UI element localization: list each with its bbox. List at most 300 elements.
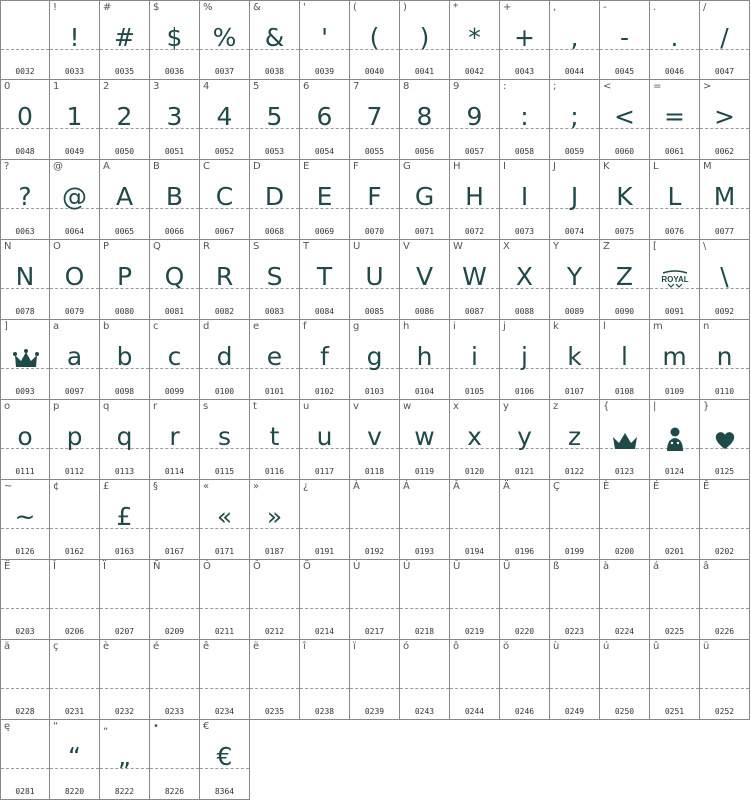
glyph-cell <box>700 400 750 480</box>
glyph-sample <box>650 576 699 618</box>
glyph-cell <box>700 560 750 640</box>
glyph-code: 0050 <box>114 147 135 156</box>
glyph-cell <box>600 0 650 80</box>
glyph-label: J <box>553 161 556 172</box>
glyph-sample: C <box>215 182 234 211</box>
glyph-label: 9 <box>453 81 460 92</box>
glyph-label: 4 <box>203 81 210 92</box>
glyph-code: 0228 <box>15 707 35 716</box>
glyph-code: 0199 <box>564 547 585 556</box>
glyph-sample: p <box>66 422 83 451</box>
glyph-sample <box>250 576 299 618</box>
glyph-sample: U <box>365 262 384 291</box>
glyph-cell <box>550 640 600 720</box>
glyph-cell <box>0 640 50 720</box>
glyph-cell <box>500 320 550 400</box>
glyph-label: : <box>503 81 507 92</box>
glyph-label: “ <box>53 721 59 732</box>
glyph-cell <box>700 240 750 320</box>
glyph-code: 0212 <box>264 627 285 636</box>
glyph-cell <box>250 160 300 240</box>
glyph-sample: l <box>621 342 628 371</box>
glyph-sample: h <box>416 342 433 371</box>
glyph-sample: . <box>670 23 679 52</box>
glyph-sample <box>550 576 599 618</box>
glyph-label: 8 <box>403 81 410 92</box>
glyph-code: 0202 <box>714 547 735 556</box>
glyph-label: / <box>703 2 707 13</box>
glyph-code: 0046 <box>664 67 685 76</box>
glyph-sample: M <box>713 182 736 211</box>
glyph-cell <box>0 480 50 560</box>
glyph-code: 0053 <box>264 147 285 156</box>
glyph-cell <box>0 160 50 240</box>
glyph-cell <box>650 80 700 160</box>
glyph-code: 0079 <box>64 307 85 316</box>
glyph-label: u <box>303 401 310 412</box>
glyph-cell <box>100 160 150 240</box>
glyph-code: 0239 <box>364 707 385 716</box>
glyph-cell <box>300 480 350 560</box>
glyph-code: 0101 <box>264 387 285 396</box>
glyph-code: 0105 <box>464 387 485 396</box>
glyph-code: 0116 <box>264 467 285 476</box>
glyph-label: ! <box>53 2 58 13</box>
glyph-code: 0203 <box>15 627 35 636</box>
glyph-code: 0045 <box>614 67 635 76</box>
glyph-cell <box>650 160 700 240</box>
glyph-cell <box>500 400 550 480</box>
glyph-code: 0081 <box>164 307 185 316</box>
glyph-code: 0124 <box>664 467 685 476</box>
glyph-code: 0085 <box>364 307 385 316</box>
glyph-sample: F <box>367 182 382 211</box>
glyph-code: 8222 <box>114 787 135 796</box>
glyph-cell <box>350 240 400 320</box>
glyph-cell <box>0 240 50 320</box>
glyph-label: 3 <box>153 81 160 92</box>
glyph-sample: 3 <box>166 102 183 131</box>
glyph-label: û <box>653 641 660 652</box>
glyph-label: F <box>353 161 359 172</box>
glyph-cell <box>50 240 100 320</box>
glyph-sample: W <box>462 262 487 291</box>
glyph-cell <box>700 320 750 400</box>
glyph-sample: J <box>570 182 579 211</box>
glyph-cell <box>400 480 450 560</box>
glyph-code: 0118 <box>364 467 385 476</box>
glyph-sample <box>1 17 49 59</box>
glyph-cell <box>200 0 250 80</box>
glyph-code: 0111 <box>15 467 35 476</box>
glyph-sample <box>350 576 399 618</box>
glyph-sample <box>450 576 499 618</box>
glyph-label: 2 <box>103 81 110 92</box>
glyph-sample <box>300 576 349 618</box>
glyph-code: 0042 <box>464 67 485 76</box>
glyph-cell <box>450 560 500 640</box>
glyph-cell <box>150 0 200 80</box>
glyph-sample: D <box>264 182 285 211</box>
glyph-label: È <box>603 481 610 492</box>
glyph-label: W <box>453 241 463 252</box>
glyph-sample: ) <box>419 23 430 52</box>
glyph-cell <box>450 160 500 240</box>
glyph-code: 0052 <box>214 147 235 156</box>
glyph-sample: u <box>316 422 333 451</box>
glyph-code: 0090 <box>614 307 635 316</box>
glyph-cell <box>250 480 300 560</box>
glyph-label: d <box>203 321 210 332</box>
glyph-cell <box>450 400 500 480</box>
glyph-sample: : <box>520 102 529 131</box>
glyph-code: 0087 <box>464 307 485 316</box>
glyph-cell <box>400 80 450 160</box>
glyph-cell <box>50 80 100 160</box>
glyph-sample: m <box>662 342 687 371</box>
glyph-code: 0063 <box>15 227 35 236</box>
glyph-label: B <box>153 161 160 172</box>
glyph-cell <box>600 400 650 480</box>
glyph-sample <box>650 656 699 698</box>
glyph-sample: x <box>467 422 482 451</box>
glyph-sample: f <box>320 342 329 371</box>
glyph-label: r <box>153 401 158 412</box>
glyph-sample: ~ <box>14 502 36 531</box>
glyph-sample: A <box>115 182 134 211</box>
glyph-code: 0104 <box>414 387 435 396</box>
glyph-code: 0077 <box>714 227 735 236</box>
glyph-sample: g <box>366 342 383 371</box>
glyph-cell <box>100 560 150 640</box>
glyph-label: ; <box>553 81 557 92</box>
glyph-code: 0041 <box>414 67 435 76</box>
glyph-sample: $ <box>166 23 183 52</box>
glyph-cell <box>0 0 50 80</box>
glyph-label: 0 <box>4 81 11 92</box>
glyph-sample <box>300 496 349 538</box>
glyph-label: O <box>53 241 61 252</box>
glyph-cell <box>500 480 550 560</box>
glyph-sample: # <box>114 23 135 52</box>
glyph-label: ê <box>203 641 210 652</box>
glyph-code: 0106 <box>514 387 535 396</box>
glyph-code: 0088 <box>514 307 535 316</box>
glyph-cell <box>200 560 250 640</box>
glyph-code: 8364 <box>214 787 235 796</box>
glyph-sample <box>50 496 99 538</box>
glyph-sample: , <box>570 23 579 52</box>
glyph-cell <box>350 0 400 80</box>
glyph-label: Ê <box>703 481 710 492</box>
glyph-sample <box>1 736 49 778</box>
glyph-code: 0114 <box>164 467 185 476</box>
glyph-label: # <box>103 2 112 13</box>
glyph-code: 0033 <box>64 67 85 76</box>
glyph-cell <box>650 560 700 640</box>
glyph-code: 0064 <box>64 227 85 236</box>
glyph-cell <box>200 400 250 480</box>
glyph-label: ß <box>553 561 560 572</box>
glyph-code: 0191 <box>314 547 335 556</box>
glyph-code: 0108 <box>614 387 635 396</box>
glyph-sample: V <box>415 262 434 291</box>
glyph-label: Y <box>553 241 560 252</box>
glyph-cell <box>650 480 700 560</box>
glyph-sample: £ <box>116 502 133 531</box>
glyph-sample: 1 <box>66 102 83 131</box>
glyph-cell <box>150 480 200 560</box>
royal-banner-icon <box>660 267 690 289</box>
glyph-label: y <box>503 401 509 412</box>
glyph-sample <box>500 496 549 538</box>
glyph-label: s <box>203 401 209 412</box>
glyph-cell <box>500 640 550 720</box>
glyph-cell <box>600 240 650 320</box>
glyph-label: z <box>553 401 559 412</box>
glyph-sample <box>550 656 599 698</box>
glyph-label: Ó <box>203 561 211 572</box>
glyph-code: 0252 <box>714 707 735 716</box>
glyph-sample: ' <box>321 23 328 52</box>
glyph-cell <box>600 480 650 560</box>
glyph-sample <box>200 656 249 698</box>
glyph-label: Ä <box>503 481 510 492</box>
glyph-code: 0119 <box>414 467 435 476</box>
glyph-cell <box>400 0 450 80</box>
glyph-cell <box>0 400 50 480</box>
glyph-label: ¢ <box>53 481 60 492</box>
glyph-code: 0206 <box>64 627 85 636</box>
glyph-sample: 8 <box>416 102 433 131</box>
glyph-cell <box>300 400 350 480</box>
glyph-label: t <box>253 401 257 412</box>
glyph-label: ( <box>353 2 357 13</box>
glyph-label: G <box>403 161 411 172</box>
glyph-sample: b <box>116 342 133 371</box>
glyph-sample <box>400 576 449 618</box>
glyph-label: { <box>603 401 610 412</box>
glyph-code: 0056 <box>414 147 435 156</box>
glyph-cell <box>350 560 400 640</box>
glyph-label: Ô <box>253 561 261 572</box>
glyph-cell <box>150 160 200 240</box>
glyph-label: 1 <box>53 81 60 92</box>
glyph-cell <box>250 0 300 80</box>
glyph-label: $ <box>153 2 160 13</box>
glyph-label: Î <box>53 561 56 572</box>
glyph-cell <box>400 320 450 400</box>
glyph-label: E <box>303 161 310 172</box>
glyph-code: 0066 <box>164 227 185 236</box>
glyph-sample: o <box>17 422 33 451</box>
glyph-label: C <box>203 161 210 172</box>
glyph-cell <box>550 400 600 480</box>
glyph-sample: X <box>515 262 534 291</box>
glyph-code: 0067 <box>214 227 235 236</box>
glyph-cell <box>200 720 250 800</box>
glyph-code: 0249 <box>564 707 585 716</box>
glyph-sample: B <box>165 182 184 211</box>
glyph-code: 0225 <box>664 627 685 636</box>
glyph-label: à <box>603 561 610 572</box>
glyph-cell <box>250 640 300 720</box>
glyph-cell <box>350 640 400 720</box>
glyph-code: 0224 <box>614 627 635 636</box>
glyph-cell <box>450 240 500 320</box>
glyph-label: q <box>103 401 110 412</box>
glyph-cell <box>550 480 600 560</box>
glyph-label: è <box>103 641 110 652</box>
glyph-label: ú <box>603 641 610 652</box>
glyph-cell <box>350 480 400 560</box>
glyph-cell <box>50 560 100 640</box>
glyph-code: 0226 <box>714 627 735 636</box>
glyph-cell <box>200 320 250 400</box>
glyph-label: w <box>403 401 412 412</box>
glyph-cell <box>350 80 400 160</box>
glyph-cell <box>400 400 450 480</box>
glyph-cell <box>300 640 350 720</box>
glyph-code: 0061 <box>664 147 685 156</box>
glyph-cell <box>300 0 350 80</box>
glyph-code: 0055 <box>364 147 385 156</box>
glyph-code: 0109 <box>664 387 685 396</box>
glyph-sample: 9 <box>466 102 483 131</box>
glyph-code: 0032 <box>15 67 35 76</box>
glyph-label: T <box>303 241 310 252</box>
glyph-cell <box>300 320 350 400</box>
glyph-label: R <box>203 241 210 252</box>
glyph-cell <box>50 400 100 480</box>
glyph-code: 0110 <box>714 387 735 396</box>
glyph-code: 0070 <box>364 227 385 236</box>
glyph-code: 0246 <box>514 707 535 716</box>
glyph-code: 0200 <box>614 547 635 556</box>
glyph-sample <box>150 496 199 538</box>
glyph-code: 0244 <box>464 707 485 716</box>
glyph-sample: a <box>66 342 83 371</box>
glyph-sample: s <box>217 422 232 451</box>
glyph-cell <box>0 80 50 160</box>
glyph-label: Á <box>403 481 410 492</box>
glyph-cell <box>700 480 750 560</box>
glyph-cell <box>500 80 550 160</box>
glyph-code: 0103 <box>364 387 385 396</box>
glyph-cell <box>100 480 150 560</box>
glyph-cell <box>250 240 300 320</box>
glyph-code: 0080 <box>114 307 135 316</box>
glyph-sample <box>150 576 199 618</box>
glyph-label: M <box>703 161 712 172</box>
glyph-sample <box>50 576 99 618</box>
glyph-label: b <box>103 321 110 332</box>
glyph-code: 0038 <box>264 67 285 76</box>
glyph-label: Ï <box>103 561 106 572</box>
glyph-cell <box>150 640 200 720</box>
glyph-cell <box>400 160 450 240</box>
glyph-sample <box>450 496 499 538</box>
glyph-sample: L <box>667 182 682 211</box>
glyph-cell <box>50 160 100 240</box>
crown-solid-icon <box>611 425 639 453</box>
glyph-label: [ <box>653 241 657 252</box>
glyph-label: & <box>253 2 261 13</box>
glyph-code: 0201 <box>664 547 685 556</box>
glyph-label: ] <box>4 321 8 332</box>
glyph-cell <box>550 560 600 640</box>
glyph-label: Â <box>453 481 460 492</box>
glyph-cell <box>0 320 50 400</box>
glyph-label: Ö <box>303 561 311 572</box>
glyph-sample: n <box>716 342 733 371</box>
glyph-label: = <box>653 81 662 92</box>
glyph-label: 7 <box>353 81 360 92</box>
glyph-label: h <box>403 321 410 332</box>
glyph-code: 0073 <box>514 227 535 236</box>
glyph-code: 0220 <box>514 627 535 636</box>
glyph-sample <box>700 496 749 538</box>
glyph-sample <box>550 496 599 538</box>
glyph-sample: E <box>316 182 333 211</box>
glyph-cell <box>450 320 500 400</box>
glyph-code: 0037 <box>214 67 235 76</box>
glyph-label: Ë <box>4 561 11 572</box>
glyph-cell <box>550 0 600 80</box>
glyph-sample: « <box>216 502 233 531</box>
glyph-label: ï <box>353 641 356 652</box>
glyph-label: á <box>653 561 660 572</box>
glyph-label: P <box>103 241 110 252</box>
glyph-code: 0057 <box>464 147 485 156</box>
glyph-cell <box>700 80 750 160</box>
glyph-sample: O <box>64 262 85 291</box>
glyph-label: c <box>153 321 159 332</box>
glyph-code: 0083 <box>264 307 285 316</box>
glyph-sample: 0 <box>17 102 33 131</box>
glyph-code: 0069 <box>314 227 335 236</box>
glyph-code: 0078 <box>15 307 35 316</box>
glyph-sample <box>500 576 549 618</box>
glyph-label: g <box>353 321 360 332</box>
glyph-sample: 4 <box>216 102 233 131</box>
glyph-cell <box>550 160 600 240</box>
glyph-label: * <box>453 2 458 13</box>
glyph-sample <box>350 496 399 538</box>
glyph-label: § <box>153 481 158 492</box>
glyph-cell <box>250 400 300 480</box>
glyph-label: A <box>103 161 110 172</box>
glyph-code: 0047 <box>714 67 735 76</box>
glyph-sample <box>650 496 699 538</box>
glyph-cell <box>100 240 150 320</box>
glyph-sample: € <box>216 742 233 771</box>
glyph-sample: c <box>167 342 182 371</box>
glyph-label: Û <box>453 561 461 572</box>
glyph-sample <box>250 656 299 698</box>
glyph-label: î <box>303 641 306 652</box>
glyph-cell <box>650 400 700 480</box>
glyph-label: ù <box>553 641 560 652</box>
glyph-code: 0065 <box>114 227 135 236</box>
glyph-code: 0192 <box>364 547 385 556</box>
glyph-cell <box>450 480 500 560</box>
glyph-label: f <box>303 321 307 332</box>
glyph-sample: d <box>216 342 233 371</box>
glyph-cell <box>650 0 700 80</box>
glyph-code: 0214 <box>314 627 335 636</box>
glyph-cell <box>300 160 350 240</box>
